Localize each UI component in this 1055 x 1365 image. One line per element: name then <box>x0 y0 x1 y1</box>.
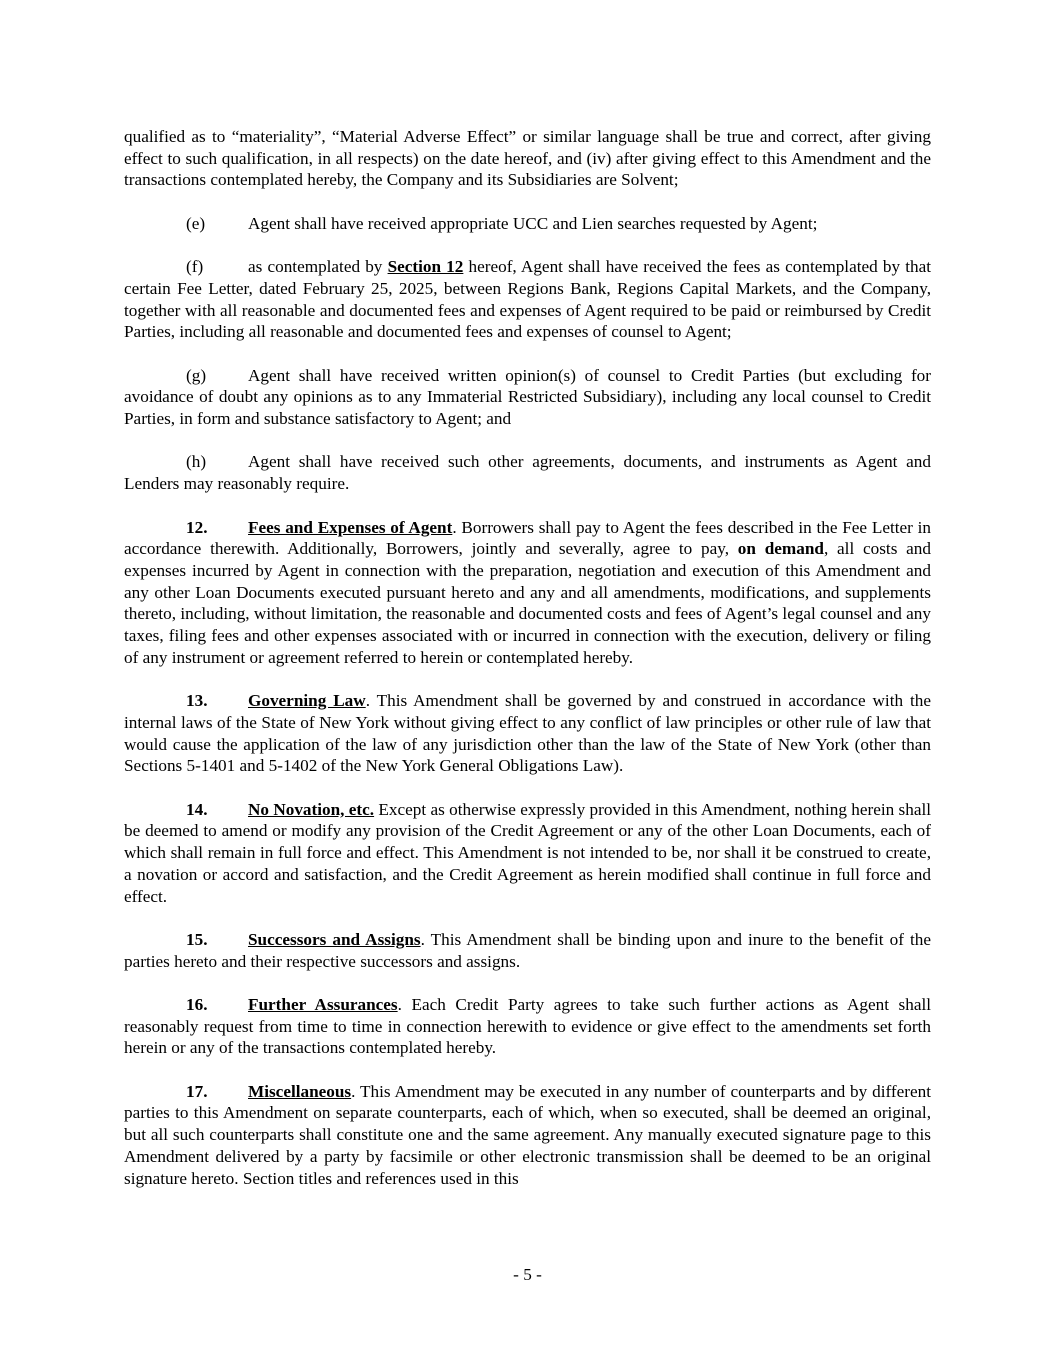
section-15: 15. Successors and Assigns. This Amendment shall be binding upon and inure to the benefit of the parties hereto and their respective successors and assigns. <box>124 929 931 971</box>
section-number: 12. <box>186 517 208 537</box>
section-number: 15. <box>186 929 208 949</box>
section-number: 13. <box>186 691 208 711</box>
section-heading: Governing Law <box>248 691 366 711</box>
continuation-paragraph: qualified as to “materiality”, “Material Adverse Effect” or similar language shall be true and correct, after giving effect to such qualification, in all respects) on the date hereof, and (iv) after giving effect to this Amendment and the transactions contemplated hereby, the Company and its Subsidiaries are Solvent; <box>124 127 931 190</box>
section-16: 16. Further Assurances. Each Credit Party agrees to take such further actions as Agent shall reasonably request from time to time in connection herewith to evidence or give effect to the amendments set forth herein or any of the transactions contemplated hereby. <box>124 994 932 1058</box>
clause-label: (f) <box>186 257 204 277</box>
section-12: 12. Fees and Expenses of Agent. Borrowers shall pay to Agent the fees described in the Fee Letter in accordance therewith. Additionally, Borrowers, jointly and severally, agree to pay, on demand, all costs and expenses incurred by Agent in connection with the preparation, negotiation and execution of this Amendment and any other Loan Documents executed pursuant hereto and any and all amendments, modifications, and supplements thereto, including, without limitation, the reasonable and documented costs and fees of Agent’s legal counsel and any taxes, filing fees and other expenses associated with or incurred in connection with the execution, delivery or filing of any instrument or agreement referred to herein or contemplated hereby. <box>124 517 931 667</box>
document-page <box>124 126 931 1189</box>
section-heading: Successors and Assigns <box>248 929 421 949</box>
clause-label: (g) <box>186 365 207 385</box>
clause-label: (h) <box>186 452 207 472</box>
page-number: - 5 - <box>513 1265 542 1284</box>
section-heading: Miscellaneous <box>248 1081 352 1101</box>
clause-f: (f) as contemplated by Section 12 hereof, Agent shall have received the fees as contemplated by that certain Fee Letter, dated February 25, 2025, between Regions Bank, Regions Capital Markets, and the Company, together with all reasonable and documented fees and expenses of Agent required to be paid or reimbursed by Credit Parties, including all reasonable and documented fees and expenses of counsel to Agent; <box>124 257 931 342</box>
section-number: 16. <box>186 994 208 1014</box>
clause-h: (h) Agent shall have received such other agreements, documents, and instruments as Agent and Lenders may reasonably require. <box>124 452 931 494</box>
section-heading: No Novation, etc. <box>248 799 375 819</box>
section-13: 13. Governing Law. This Amendment shall be governed by and construed in accordance with the internal laws of the State of New York without giving effect to any conflict of law principles or other rule of law that would cause the application of the law of any jurisdiction other than the law of the State of New York (other than Sections 5-1401 and 5-1402 of the New York General Obligations Law). <box>124 691 931 776</box>
clause-label: (e) <box>186 213 206 233</box>
clause-e: (e) Agent shall have received appropriate UCC and Lien searches requested by Agent; <box>186 213 818 233</box>
section-number: 17. <box>186 1081 208 1101</box>
section-17: 17. Miscellaneous. This Amendment may be executed in any number of counterparts and by different parties to this Amendment on separate counterparts, each of which, when so executed, shall be deemed an original, but all such counterparts shall constitute one and the same agreement. Any manually executed signature page to this Amendment delivered by a party by facsimile or other electronic transmission shall be deemed to be an original signature hereto. Section titles and references used in this <box>124 1081 931 1188</box>
section-number: 14. <box>186 799 208 819</box>
section-14: 14. No Novation, etc. Except as otherwise expressly provided in this Amendment, nothing herein shall be deemed to amend or modify any provision of the Credit Agreement or any of the other Loan Documents, each of which shall remain in full force and effect. This Amendment is not intended to be, nor shall it be construed to create, a novation or accord and satisfaction, and the Credit Agreement as herein modified shall continue in full force and effect. <box>124 799 931 906</box>
section-heading: Fees and Expenses of Agent <box>248 517 453 537</box>
section-heading: Further Assurances <box>248 994 398 1014</box>
emphasis-text: on demand <box>737 539 824 559</box>
section-reference: Section 12 <box>387 257 464 277</box>
clause-g: (g) Agent shall have received written opinion(s) of counsel to Credit Parties (but excluding for avoidance of doubt any opinions as to any Immaterial Restricted Subsidiary), including any local counsel to Credit Parties, in form and substance satisfactory to Agent; and <box>124 365 931 429</box>
